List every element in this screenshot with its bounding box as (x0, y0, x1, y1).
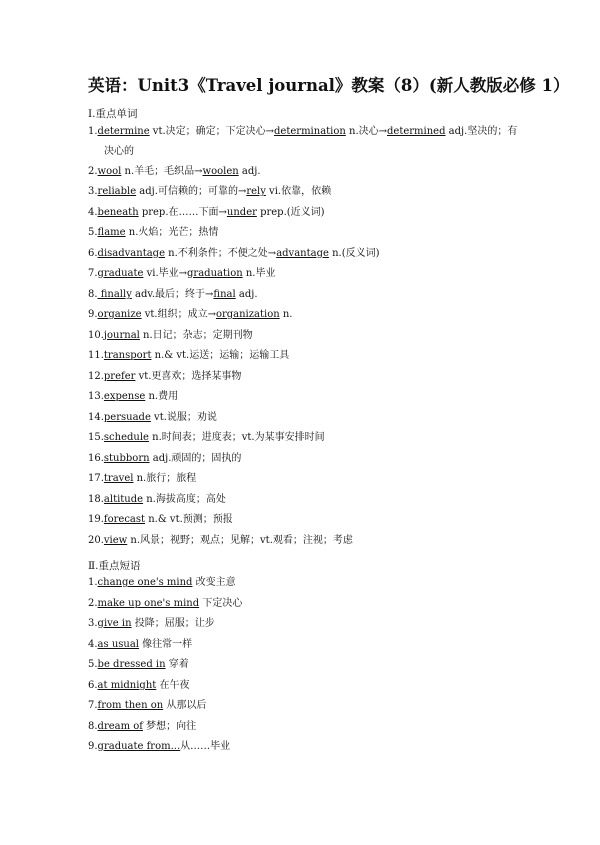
phrase-term: change one's mind (97, 577, 193, 588)
section-heading-words: Ⅰ.重点单词 (88, 108, 138, 120)
word-term: schedule (103, 432, 149, 443)
word-definition: n.& vt.预测；预报 (145, 514, 233, 525)
phrase-term: from then on (97, 700, 164, 711)
phrase-item (88, 597, 242, 611)
word-definition: vt.决定；确定；下定决心→ (149, 126, 275, 137)
word-definition: adv.最后；终于→ (131, 289, 214, 300)
word-number: 1. (88, 126, 98, 137)
phrase-term: be dressed in (97, 659, 166, 670)
word-term: graduate (97, 268, 144, 279)
word-item (88, 390, 178, 404)
word-definition: n.旅行；旅程 (133, 473, 197, 484)
word-definition: vi.毕业→ (143, 268, 188, 279)
phrase-definition: 像往常一样 (139, 639, 193, 650)
word-term: wool (97, 166, 122, 177)
word-item (88, 125, 517, 139)
phrase-number: 3. (88, 618, 98, 629)
word-term: forecast (103, 514, 146, 525)
word-number: 14. (88, 412, 104, 423)
word-item (88, 513, 233, 527)
word-definition: adj.可信赖的；可靠的→ (136, 186, 247, 197)
word-number: 9. (88, 309, 98, 320)
word-item (88, 185, 331, 199)
phrase-item (88, 576, 236, 590)
word-number: 5. (88, 227, 98, 238)
phrase-definition: 穿着 (165, 659, 189, 670)
word-definition: n.海拔高度；高处 (143, 494, 226, 505)
word-number: 6. (88, 248, 98, 259)
word-definition: adj.坚决的；有 (445, 126, 518, 137)
word-definition: adj. (238, 166, 261, 177)
word-term: prefer (103, 371, 136, 382)
word-number: 13. (88, 391, 104, 402)
phrase-number: 4. (88, 639, 98, 650)
word-definition: vt.说服；劝说 (150, 412, 217, 423)
word-item (88, 206, 325, 220)
word-item (88, 267, 275, 281)
word-definition: n.火焰；光芒；热情 (125, 227, 219, 238)
word-term: transport (103, 350, 152, 361)
word-item (88, 452, 241, 466)
phrase-number: 5. (88, 659, 98, 670)
word-item (88, 165, 261, 179)
word-term: determine (97, 126, 150, 137)
word-term: travel (103, 473, 134, 484)
word-definition: n.时间表；进度表；vt.为某事安排时间 (148, 432, 325, 443)
word-definition: vt.组织；成立→ (141, 309, 216, 320)
word-definition: n.费用 (145, 391, 179, 402)
word-term: determined (387, 126, 446, 137)
phrase-term: make up one's mind (97, 598, 200, 609)
word-number: 19. (88, 514, 104, 525)
word-term: persuade (103, 412, 151, 423)
phrase-term: give in (97, 618, 132, 629)
word-number: 12. (88, 371, 104, 382)
phrase-definition: 改变主意 (192, 577, 236, 588)
phrase-definition: 从那以后 (163, 700, 207, 711)
phrase-number: 2. (88, 598, 98, 609)
word-item (88, 431, 325, 445)
word-number: 4. (88, 207, 98, 218)
word-item (88, 226, 218, 240)
phrase-definition: 下定决心 (199, 598, 243, 609)
phrase-item (88, 638, 192, 652)
word-definition: n.(反义词) (328, 248, 380, 259)
word-term: finally (97, 289, 132, 300)
word-item (88, 247, 380, 261)
phrase-number: 7. (88, 700, 98, 711)
phrase-item (88, 679, 189, 693)
phrase-term: as usual (97, 639, 139, 650)
word-term: graduation (187, 268, 243, 279)
word-term: expense (103, 391, 146, 402)
word-term: woolen (202, 166, 239, 177)
word-term: organize (97, 309, 142, 320)
word-number: 8. (88, 289, 98, 300)
word-definition: adj. (235, 289, 258, 300)
word-number: 3. (88, 186, 98, 197)
word-item (88, 493, 226, 507)
word-term: view (103, 535, 128, 546)
page-title: 英语：Unit3《Travel journal》教案（8）(新人教版必修 1） (88, 76, 570, 95)
word-definition: n.毕业 (242, 268, 276, 279)
word-definition: n.日记；杂志；定期刊物 (139, 330, 253, 341)
word-number: 10. (88, 330, 104, 341)
word-term: stubborn (103, 453, 150, 464)
word-number: 11. (88, 350, 104, 361)
word-definition: n.决心→ (345, 126, 388, 137)
word-item (88, 472, 196, 486)
phrase-number: 9. (88, 741, 98, 752)
phrase-definition: 梦想；向往 (143, 721, 197, 732)
word-number: 16. (88, 453, 104, 464)
word-term: reliable (97, 186, 137, 197)
word-number: 2. (88, 166, 98, 177)
phrase-term: at midnight (97, 680, 157, 691)
word-item (88, 370, 241, 384)
word-term: disadvantage (97, 248, 165, 259)
phrase-item (88, 699, 206, 713)
word-item (88, 308, 292, 322)
word-number: 15. (88, 432, 104, 443)
word-definition: n.风景；视野；观点；见解；vt.观看；注视；考虑 (127, 535, 353, 546)
word-definition: vi.依靠，依赖 (265, 186, 332, 197)
phrase-item (88, 617, 215, 631)
word-1-continuation: 决心的 (104, 146, 134, 157)
word-term: advantage (276, 248, 329, 259)
word-definition: prep.在……下面→ (138, 207, 227, 218)
word-item (88, 349, 289, 363)
phrase-item (88, 740, 230, 754)
word-definition: vt.更喜欢；选择某事物 (135, 371, 242, 382)
word-number: 20. (88, 535, 104, 546)
word-term: flame (97, 227, 126, 238)
word-number: 17. (88, 473, 104, 484)
word-definition: n.不利条件；不便之处→ (165, 248, 277, 259)
word-term: determination (274, 126, 346, 137)
phrase-definition: 从……毕业 (180, 741, 231, 752)
phrase-definition: 投降；屈服；让步 (131, 618, 215, 629)
word-item (88, 288, 258, 302)
phrase-term: graduate from... (97, 741, 181, 752)
phrase-item (88, 658, 189, 672)
word-term: organization (215, 309, 280, 320)
phrase-item (88, 720, 196, 734)
word-term: final (213, 289, 236, 300)
word-definition: n.& vt.运送；运输；运输工具 (151, 350, 290, 361)
word-definition: n. (279, 309, 293, 320)
word-definition: adj.顽固的；固执的 (149, 453, 242, 464)
word-term: journal (103, 330, 140, 341)
word-term: under (226, 207, 257, 218)
word-item (88, 411, 217, 425)
word-item (88, 534, 353, 548)
phrase-number: 6. (88, 680, 98, 691)
word-item (88, 329, 253, 343)
word-term: rely (246, 186, 266, 197)
word-definition: n.羊毛；毛织品→ (121, 166, 203, 177)
phrase-number: 8. (88, 721, 98, 732)
word-number: 18. (88, 494, 104, 505)
word-number: 7. (88, 268, 98, 279)
phrase-term: dream of (97, 721, 143, 732)
section-heading-phrases: Ⅱ.重点短语 (88, 560, 141, 572)
word-term: altitude (103, 494, 144, 505)
word-definition: prep.(近义词) (256, 207, 325, 218)
phrase-number: 1. (88, 577, 98, 588)
phrase-definition: 在午夜 (156, 680, 190, 691)
word-term: beneath (97, 207, 139, 218)
